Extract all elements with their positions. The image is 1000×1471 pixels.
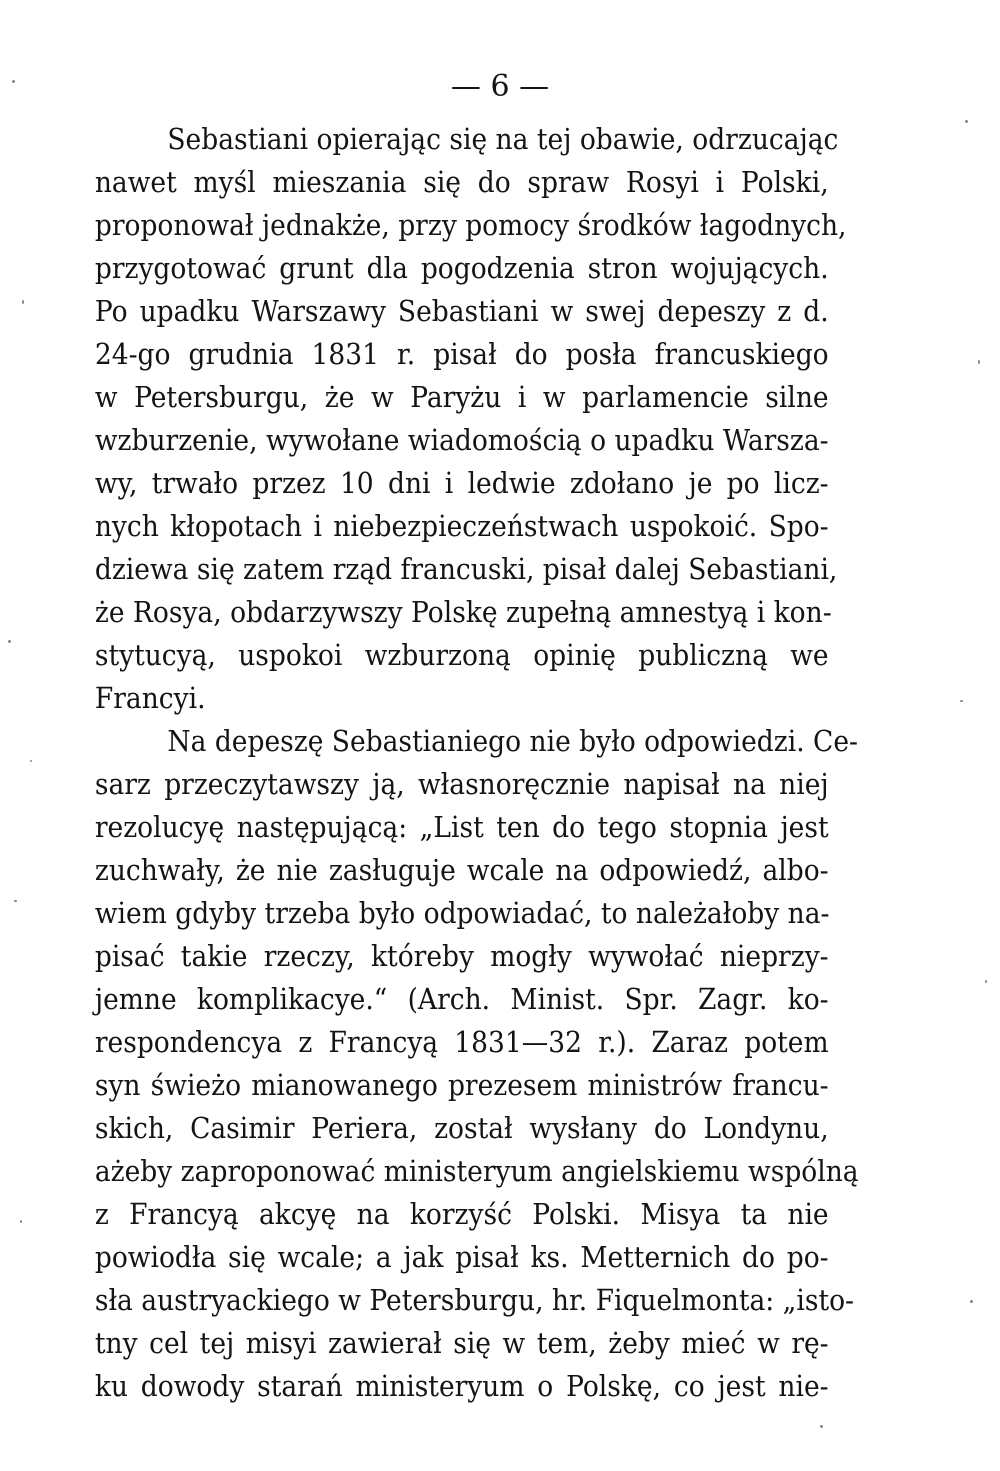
text-line: ku dowody starań ministeryum o Polskę, co jest nie- [94,1370,829,1403]
text-line: nych kłopotach i niebezpieczeństwach uspokoić. Spo- [94,510,829,543]
scan-speck [965,120,968,123]
text-line: respondencya z Francyą 1831—32 r.). Zaraz potem [94,1026,829,1059]
scan-speck [14,900,17,902]
text-line: wzburzenie, wywołane wiadomością o upadku Warsza- [94,424,829,457]
text-line: przygotować grunt dla pogodzenia stron wojujących. [94,252,829,285]
text-line: stytucyą, uspokoi wzburzoną opinię publiczną we [94,639,829,672]
scan-speck [22,300,24,304]
text-line: jemne komplikacye.“ (Arch. Minist. Spr. Zagr. ko- [94,983,829,1016]
scan-speck [20,1220,22,1223]
text-line: Francyi. [94,682,206,715]
scan-speck [970,1300,973,1303]
text-line: nawet myśl mieszania się do spraw Rosyi i Polski, [94,166,829,199]
text-line: Na depeszę Sebastianiego nie było odpowiedzi. Ce- [167,725,858,758]
text-line: dziewa się zatem rząd francuski, pisał dalej Sebastiani, [94,553,838,586]
scan-speck [978,360,980,364]
text-line: zuchwały, że nie zasługuje wcale na odpowiedź, albo- [94,854,829,887]
text-line: tny cel tej misyi zawierał się w tem, żeby mieć w rę- [94,1327,829,1360]
page-number: — 6 — [450,69,550,104]
text-line: sła austryackiego w Petersburgu, hr. Fiquelmonta: „isto- [94,1284,855,1317]
text-line: Po upadku Warszawy Sebastiani w swej depeszy z d. [94,295,829,328]
text-line: proponował jednakże, przy pomocy środków łagodnych, [94,209,847,242]
scan-speck [30,760,32,762]
text-line: powiodła się wcale; a jak pisał ks. Metternich do po- [94,1241,829,1274]
text-line: wy, trwało przez 10 dni i ledwie zdołano je po licz- [94,467,829,500]
text-line: rezolucyę następującą: „List ten do tego stopnia jest [94,811,829,844]
text-line: pisać takie rzeczy, któreby mogły wywołać nieprzy- [94,940,829,973]
text-line: w Petersburgu, że w Paryżu i w parlamencie silne [94,381,829,414]
text-line: z Francyą akcyę na korzyść Polski. Misya ta nie [94,1198,829,1231]
text-line: sarz przeczytawszy ją, własnoręcznie napisał na niej [94,768,829,801]
text-line: skich, Casimir Periera, został wysłany do Londynu, [94,1112,829,1145]
scan-speck [985,980,987,983]
text-line: ażeby zaproponować ministeryum angielskiemu wspólną [94,1155,859,1188]
text-line: syn świeżo mianowanego prezesem ministrów francu- [94,1069,829,1102]
scan-speck [8,640,11,643]
text-line: 24-go grudnia 1831 r. pisał do posła francuskiego [94,338,829,371]
text-line: że Rosya, obdarzywszy Polskę zupełną amnestyą i kon- [94,596,832,629]
scan-speck [820,1425,823,1428]
scan-speck [960,700,963,702]
text-line: Sebastiani opierając się na tej obawie, odrzucając [167,123,839,156]
text-line: wiem gdyby trzeba było odpowiadać, to należałoby na- [94,897,830,930]
